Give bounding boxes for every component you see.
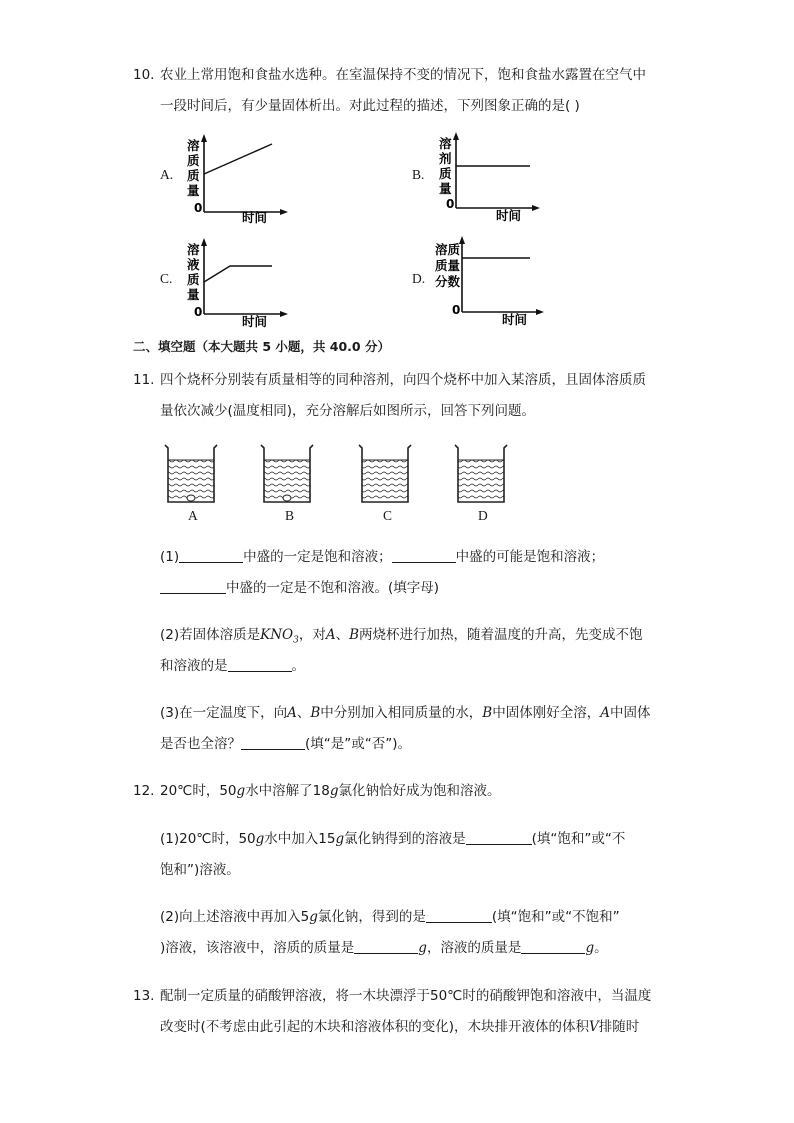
text-segment: 是否也全溶？ <box>160 736 241 752</box>
text-segment: 。 <box>594 940 608 956</box>
beaker-c-label: C <box>383 508 393 523</box>
answer-blank[interactable] <box>392 548 456 563</box>
text-segment: 。 <box>291 658 305 674</box>
option-c-origin: 0 <box>194 305 203 319</box>
option-c-ylabel-2: 液 <box>187 257 200 272</box>
option-b-xlabel: 时间 <box>496 208 522 222</box>
question-10-text-line-2: 一段时间后，有少量固体析出。对此过程的描述，下列图象正确的是( ) <box>160 98 580 114</box>
option-a-origin: 0 <box>194 201 203 215</box>
beaker-a-label: A <box>188 508 198 523</box>
option-b-ylabel-2: 剂 <box>439 151 452 166</box>
beaker-b <box>261 445 313 502</box>
option-a-ylabel-3: 质 <box>187 168 200 183</box>
variable-a: A <box>325 627 336 643</box>
question-11-part-1-line-1 <box>160 548 604 566</box>
option-d-graph <box>432 234 546 326</box>
option-d-ylabel-3: 分数 <box>435 274 461 289</box>
text-segment: 中盛的一定是不饱和溶液。(填字母) <box>226 580 440 596</box>
text-segment: 20℃时，50 <box>160 783 237 799</box>
text-segment: 水中溶解了18 <box>245 783 330 799</box>
text-segment: 排随时 <box>598 1019 640 1035</box>
variable-b: B <box>349 627 359 643</box>
answer-blank[interactable] <box>521 939 585 954</box>
chemical-formula: KNO <box>260 627 294 643</box>
question-13-number: 13. <box>133 988 155 1004</box>
part-number: (1) <box>160 549 180 565</box>
beaker-b-label: B <box>285 508 295 523</box>
option-b-origin: 0 <box>446 197 455 211</box>
text-segment: (2)若固体溶质是 <box>160 627 261 643</box>
question-12-number: 12. <box>133 783 155 799</box>
variable-b: B <box>310 705 321 721</box>
question-11-part-2-line-1 <box>160 626 643 650</box>
answer-blank[interactable] <box>228 657 292 672</box>
unit-g: g <box>236 783 246 799</box>
question-10-text-line-1: 农业上常用饱和食盐水选种。在室温保持不变的情况下，饱和食盐水露置在空气中 <box>160 67 646 83</box>
option-a-ylabel-4: 量 <box>187 183 200 198</box>
formula-subscript: 3 <box>293 635 299 646</box>
unit-g: g <box>329 783 339 799</box>
beakers-figure <box>150 440 550 530</box>
text-segment: (填“是”或“否”)。 <box>305 736 412 752</box>
variable-b: B <box>482 705 493 721</box>
text-segment: 、 <box>335 627 350 643</box>
text-segment: 中分别加入相同质量的水， <box>320 705 483 721</box>
question-11-part-3-line-2 <box>160 735 411 753</box>
option-c-ylabel-1: 溶 <box>187 242 200 257</box>
text-segment: 氯化钠得到的溶液是 <box>344 831 466 847</box>
option-d-xlabel: 时间 <box>502 312 528 326</box>
question-11-part-1-line-2 <box>160 579 439 597</box>
text-segment: 氯化钠恰好成为饱和溶液。 <box>338 783 501 799</box>
option-c-ylabel-3: 质 <box>187 272 200 287</box>
answer-blank[interactable] <box>466 830 532 845</box>
text-segment: 改变时(不考虑由此引起的木块和溶液体积的变化)，木块排开液体的体积 <box>160 1019 590 1035</box>
question-13-text-line-2 <box>160 1018 639 1036</box>
option-a-graph <box>180 132 290 224</box>
beaker-d-label: D <box>478 508 488 523</box>
variable-v: V <box>589 1019 599 1035</box>
variable-a: A <box>600 705 610 721</box>
answer-blank[interactable] <box>160 579 226 594</box>
option-c-xlabel: 时间 <box>242 314 268 328</box>
question-11-text-line-2: 量依次减少(温度相同)，充分溶解后如图所示，回答下列问题。 <box>160 403 536 419</box>
unit-g: g <box>418 940 427 956</box>
option-d-ylabel-1: 溶质 <box>435 242 461 257</box>
unit-g: g <box>255 831 265 847</box>
question-10-number: 10. <box>133 67 155 83</box>
question-12-part-1-line-2: 饱和”)溶液。 <box>160 862 240 878</box>
text-segment: 、 <box>296 705 311 721</box>
text-segment: (1)20℃时，50 <box>160 831 256 847</box>
text-segment: )溶液，该溶液中，溶质的质量是 <box>160 940 355 956</box>
question-13-text-line-1: 配制一定质量的硝酸钾溶液，将一木块漂浮于50℃时的硝酸钾饱和溶液中，当温度 <box>160 988 652 1004</box>
option-b-ylabel-1: 溶 <box>439 136 452 151</box>
section-heading: 二、填空题（本大题共 5 小题，共 40.0 分） <box>133 339 390 354</box>
text-segment: 水中加入15 <box>264 831 336 847</box>
question-11-text-line-1: 四个烧杯分别装有质量相等的同种溶剂，向四个烧杯中加入某溶质，且固体溶质质 <box>160 372 646 388</box>
option-a-ylabel-1: 溶 <box>187 138 200 153</box>
text-segment: 中盛的一定是饱和溶液； <box>243 549 392 565</box>
option-a-xlabel: 时间 <box>242 210 268 224</box>
beaker-d <box>455 445 507 502</box>
beaker-c <box>359 445 411 502</box>
text-segment: 氯化钠，得到的是 <box>317 909 426 925</box>
option-d-label: D. <box>412 271 426 286</box>
text-segment: (2)向上述溶液中再加入5 <box>160 909 310 925</box>
text-segment: ，对 <box>298 627 326 643</box>
beaker-a <box>165 445 217 502</box>
option-a-ylabel-2: 质 <box>187 153 200 168</box>
question-12-part-2-line-2 <box>160 939 608 957</box>
question-12-part-1-line-1 <box>160 830 625 848</box>
question-11-part-2-line-2 <box>160 657 305 675</box>
option-c-label: C. <box>160 271 173 286</box>
text-segment: 两烧杯进行加热，随着温度的升高，先变成不饱 <box>359 627 643 643</box>
option-b-ylabel-3: 质 <box>439 166 452 181</box>
text-segment: 中盛的可能是饱和溶液； <box>455 549 605 565</box>
question-12-part-2-line-1 <box>160 908 620 926</box>
option-b-label: B. <box>412 167 425 182</box>
variable-a: A <box>287 705 297 721</box>
unit-g: g <box>309 909 318 925</box>
text-segment: (填“饱和”或“不 <box>531 831 626 847</box>
answer-blank[interactable] <box>241 735 305 750</box>
option-d-origin: 0 <box>452 303 461 317</box>
text-segment: 和溶液的是 <box>160 658 228 674</box>
option-d-ylabel-2: 质量 <box>435 258 461 273</box>
question-11-part-3-line-1 <box>160 704 650 722</box>
option-c-ylabel-4: 量 <box>187 287 200 302</box>
answer-blank[interactable] <box>354 939 418 954</box>
text-segment: ，溶液的质量是 <box>426 940 522 956</box>
option-c-graph <box>180 236 290 328</box>
text-segment: (3)在一定温度下，向 <box>160 705 288 721</box>
answer-blank[interactable] <box>179 548 243 563</box>
answer-blank[interactable] <box>426 908 492 923</box>
text-segment: 中固体 <box>609 705 651 721</box>
option-b-ylabel-4: 量 <box>439 181 452 196</box>
option-a-label: A. <box>160 167 174 182</box>
question-11-number: 11. <box>133 372 155 388</box>
unit-g: g <box>335 831 345 847</box>
text-segment: (填“饱和”或“不饱和” <box>491 909 620 925</box>
unit-g: g <box>585 940 595 956</box>
text-segment: 中固体刚好全溶， <box>492 705 601 721</box>
option-b-graph <box>432 130 542 222</box>
question-12-stem <box>160 782 501 800</box>
